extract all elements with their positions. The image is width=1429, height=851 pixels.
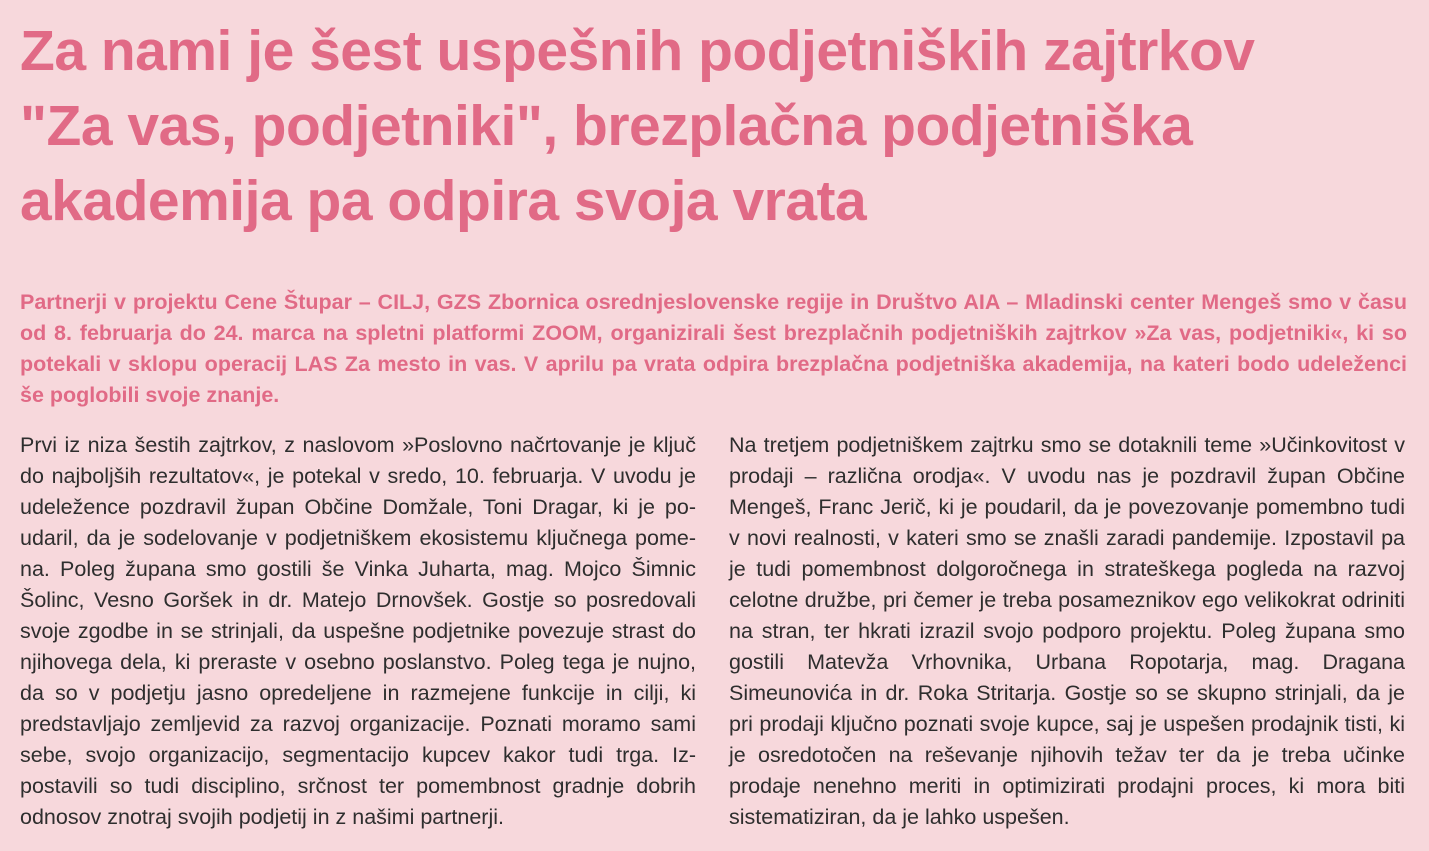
body-column-right: Na tretjem podjetniškem zajtrku smo se dotaknili teme »Učinkovitost v prodaji – različna orodja«. V uvodu nas je pozdravil župan Občine Mengeš, Franc Jerič, ki je poudaril, da je povezovanje pomembno tudi v novi realnosti, v kateri smo se znašli zaradi pandemije. Izpostavil pa je tudi pomembnost dolgoročnega in strateškega pogleda na razvoj celotne družbe, pri čemer je treba posameznikov ego velikokrat odriniti na stran, ter hkrati izrazil svojo podporo projektu. Poleg župana smo gostili Matevža Vrhovnika, Urbana Ropotarja, mag. Dragana Simeunovića in dr. Roka Stritarja. Gostje so se skupno strinjali, da je pri prodaji ključno poznati svoje kupce, saj je uspešen prodajnik tisti, ki je osredotočen na reševanje njihovih težav ter da je treba učinke prodaje nenehno meriti in optimizirati prodajni proces, ki mora biti sistematiziran, da je lahko uspešen. xyxy=(729,433,1405,829)
headline-line-1: Za nami je šest uspešnih podjetniških zajtrkov xyxy=(20,19,1255,83)
body-column-left: Prvi iz niza šestih zajtrkov, z naslovom »Poslovno načrtovanje je ključ do najboljših rezultatov«, je potekal v sredo, 10. februarja. V uvodu je udeležence pozdravil župan Občine Domžale, Toni Dragar, ki je poudaril, da je sodelovanje v podjetniškem ekosistemu ključnega pomena. Poleg župana smo gostili še Vinka Juharta, mag. Mojco Šimnic Šolinc, Vesno Goršek in dr. Matejo Drnovšek. Gostje so posredovali svoje zgodbe in se strinjali, da uspešne podjetnike povezuje strast do njihovega dela, ki preraste v osebno poslanstvo. Poleg tega je nujno, da so v podjetju jasno opredeljene in razmejene funkcije in cilji, ki predstavljajo zemljevid za razvoj organizacije. Poznati moramo sami sebe, svojo organizacijo, segmentacijo kupcev kakor tudi trga. Izpostavili so tudi disciplino, srčnost ter pomembnost gradnje dobrih odnosov znotraj svojih podjetij in z našimi partnerji. xyxy=(20,433,696,829)
headline-line-3: akademija pa odpira svoja vrata xyxy=(20,169,867,233)
article-headline xyxy=(20,14,1407,239)
article-lead: Partnerji v projektu Cene Štupar – CILJ, GZS Zbornica osrednjeslovenske regije in Društvo AIA – Mladinski center Mengeš smo v času od 8. februarja do 24. marca na spletni platformi ZOOM, organizirali šest brezplačnih podjetniških zajtrkov »Za vas, podjetniki«, ki so potekali v sklopu operacij LAS Za mesto in vas. V aprilu pa vrata odpira brezplačna podjetniška akademija, na kateri bodo udeleženci še poglobili svoje znanje. xyxy=(20,290,1407,407)
article-body xyxy=(20,430,1405,833)
headline-line-2: "Za vas, podjetniki", brezplačna podjetniška xyxy=(20,94,1193,158)
